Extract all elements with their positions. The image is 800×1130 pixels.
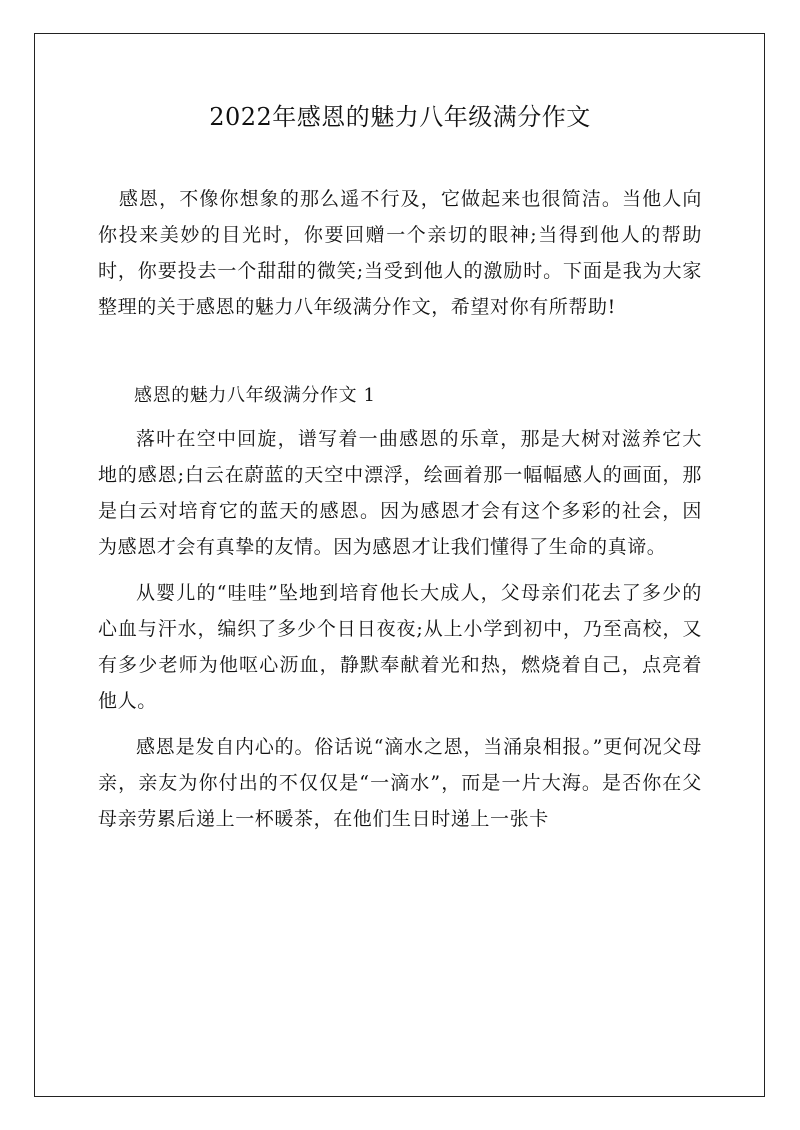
body-paragraph-2: 从婴儿的“哇哇”坠地到培育他长大成人，父母亲们花去了多少的心血与汗水，编织了多少个日日夜夜;从上小学到初中，乃至高校，又有多少老师为他呕心沥血，静默奉献着光和热，燃烧着自己，点亮着他人。 <box>98 582 702 712</box>
section-heading: 感恩的魅力八年级满分作文 1 <box>134 385 376 406</box>
document-body <box>98 181 702 847</box>
body-paragraph-1: 落叶在空中回旋，谱写着一曲感恩的乐章，那是大树对滋养它大地的感恩;白云在蔚蓝的天空中漂浮，绘画着那一幅幅感人的画面，那是白云对培育它的蓝天的感恩。因为感恩才会有这个多彩的社会，因为感恩才会有真挚的友情。因为感恩才让我们懂得了生命的真谛。 <box>98 428 702 558</box>
body-paragraph-3: 感恩是发自内心的。俗话说“滴水之恩，当涌泉相报。”更何况父母亲，亲友为你付出的不仅仅是“一滴水”，而是一片大海。是否你在父母亲劳累后递上一杯暖茶，在他们生日时递上一张卡 <box>98 736 702 830</box>
intro-paragraph: 感恩，不像你想象的那么遥不行及，它做起来也很简洁。当他人向你投来美妙的目光时，你要回赠一个亲切的眼神;当得到他人的帮助时，你要投去一个甜甜的微笑;当受到他人的激励时。下面是我为大家整理的关于感恩的魅力八年级满分作文，希望对你有所帮助! <box>98 188 702 318</box>
document-title: 2022年感恩的魅力八年级满分作文 <box>209 103 591 131</box>
